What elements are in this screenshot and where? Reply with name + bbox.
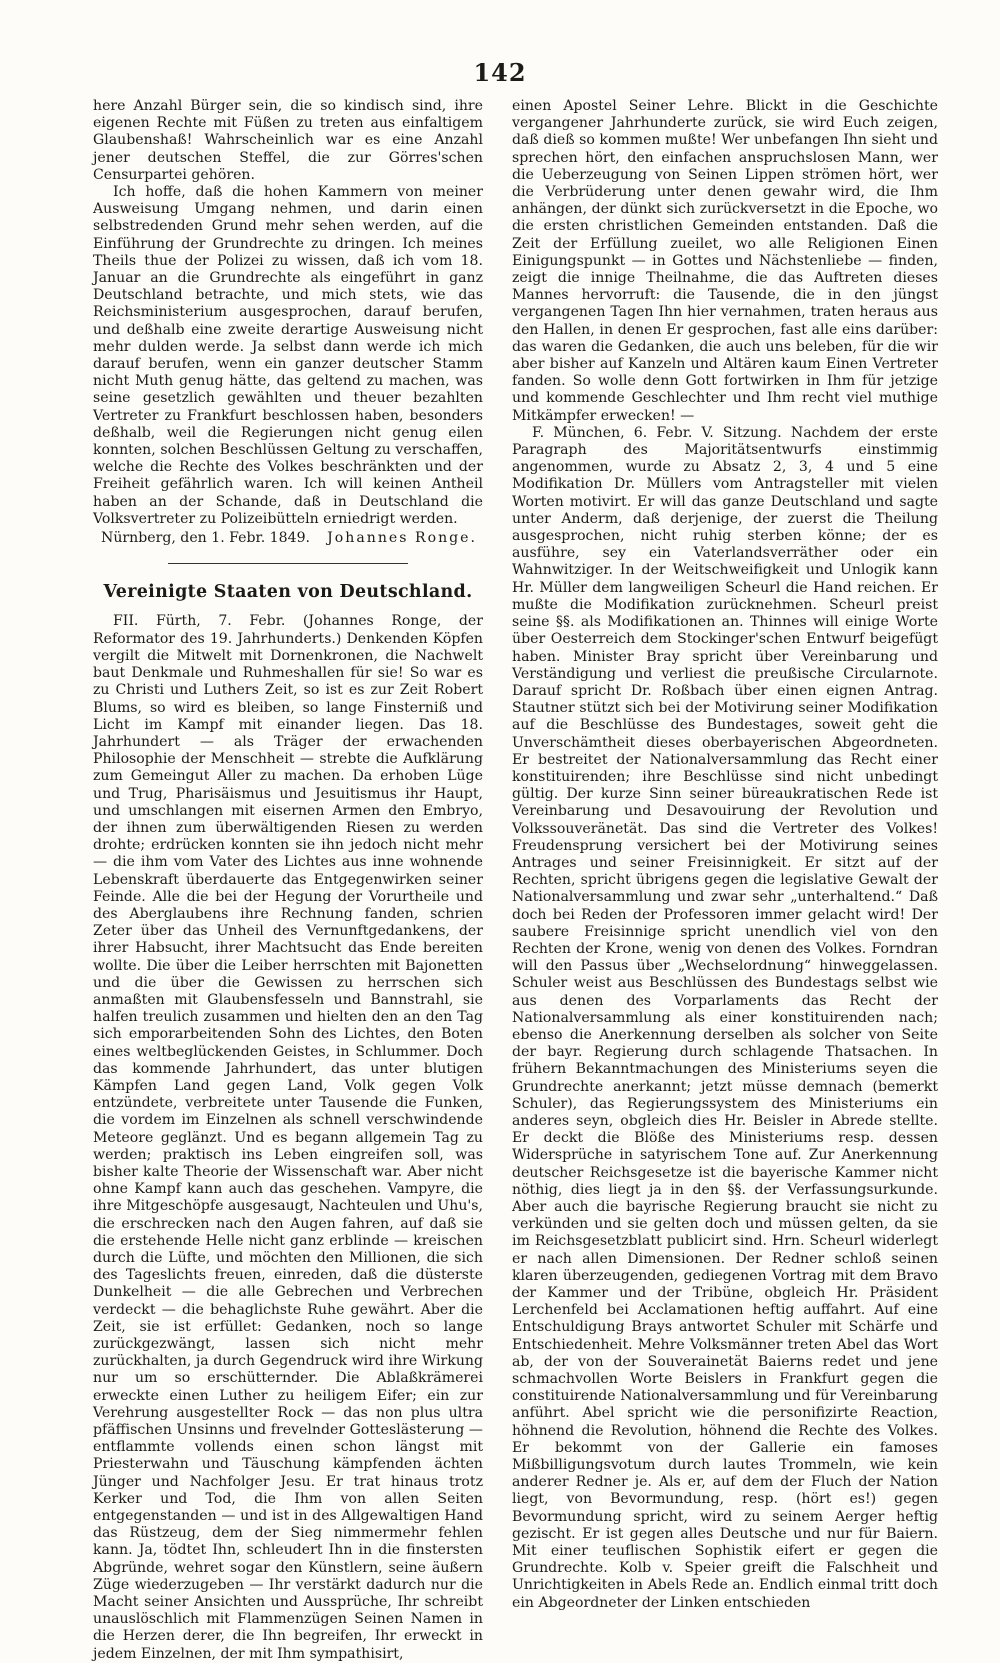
right-paragraph-continuation: einen Apostel Seiner Lehre. Blickt in die Geschichte vergangener Jahrhunderte zurück, sie wird Euch zeigen, daß dieß so kommen mußte! Wer unbefangen Ihn sieht und sprechen hört, den einfachen anspruchslosen Mann, wer die Ueberzeugung von Seinen Lippen strömen hört, wer die Verbrüderung unter denen gewahr wird, die Ihm anhängen, der dünkt sich zurückversetzt in die Epoche, wo die ersten christlichen Gemeinden entstanden. Daß die Zeit der Erfüllung zueilet, wo alle Religionen Einen Einigungspunkt — in Gottes und Nächstenliebe — finden, zeigt die innige Theilnahme, die das Auftreten dieses Mannes hervorruft: die Tausende, die in den jüngst vergangenen Tagen Ihn hier vernahmen, traten heraus aus den Hallen, in denen Er gesprochen, fast alle eins darüber: das waren die Gedanken, die auch uns beleben, für die wir aber bisher auf Kanzeln und Altären kaum Einen Vertreter fanden. So wolle denn Gott fortwirken in Ihm für jetzige und kommende Geschlechter und Ihm recht viel muthige Mitkämpfer erwecken! — [512, 98, 938, 424]
right-paragraph-muenchen: F. München, 6. Febr. V. Sitzung. Nachdem der erste Paragraph des Majoritätsentwurfs einstimmig angenommen, wurde zu Absatz 2, 3, 4 und 5 eine Modifikation Dr. Müllers vom Antragsteller mit vielen Worten motivirt. Er will das ganze Deutschland und sagte unter Anderm, daß derjenige, der zuerst die Theilung ausgesprochen, nicht ruhig sterben könne; der es ausführe, sey ein Vaterlandsverräther oder ein Wahnwitziger. In der Weitschweifigkeit und Unlogik kann Hr. Müller dem langweiligen Scheurl die Hand reichen. Er mußte die Modifikation zurücknehmen. Scheurl preist seine §§. als Modifikationen an. Thinnes will einige Worte über Oesterreich dem Stockinger'schen Entwurf beigefügt haben. Minister Bray spricht über Vereinbarung und Verständigung und verliest die preußische Circularnote. Darauf spricht Dr. Roßbach über einen eignen Antrag. Stautner stützt sich bei der Motivirung seiner Modifikation auf die Beschlüsse des Bundestages, soweit geht die Unverschämtheit dieses oberbayerischen Abgeordneten. Er bestreitet der Nationalversammlung das Recht einer konstituirenden; ihre Beschlüsse sind nicht unbedingt gültig. Der kurze Sinn seiner büreaukratischen Rede ist Vereinbarung und Desavouirung der Revolution und Volkssouveränetät. Das sind die Vertreter des Volkes! Freudensprung versichert bei der Motivirung seines Antrages und seiner Freisinnigkeit. Er sitzt auf der Rechten, spricht übrigens gegen die legislative Gewalt der Nationalversammlung und zwar sehr „unterhaltend.“ Daß doch bei Reden der Professoren immer gelacht wird! Der saubere Freisinnige spricht unendlich viel von den Rechten der Krone, wenig von denen des Volkes. Forndran will den Passus über „Wechselordnung“ hinweggelassen. Schuler weist aus Beschlüssen des Bundestags selbst wie aus denen des Vorparlaments das Recht der Nationalversammlung als einer konstituirenden nach; ebenso die Anerkennung derselben als solcher von Seite der bayr. Regierung durch schlagende Thatsachen. In frühern Bekanntmachungen des Ministeriums seyen die Grundrechte anerkannt; jetzt müsse demnach (bemerkt Schuler), das Regierungssystem des Ministeriums ein anderes seyn, obgleich dies Hr. Beisler in Abrede stellte. Er deckt die Blöße des Ministeriums resp. dessen Widersprüche in satyrischem Tone auf. Zur Anerkennung deutscher Reichsgesetze ist die bayerische Kammer nicht nöthig, dies liegt ja in den §§. der Verfassungsurkunde. Aber auch die bayrische Regierung braucht sie nicht zu verkünden und sie gelten doch und müssen gelten, da sie im Reichsgesetzblatt publicirt sind. Hrn. Scheurl widerlegt er nach allen Dimensionen. Der Redner schloß seinen klaren überzeugenden, gediegenen Vortrag mit dem Bravo der Kammer und der Tribüne, obgleich Hr. Präsident Lerchenfeld bei Acclamationen heftig auffahrt. Auf eine Entschuldigung Brays antwortet Schuler mit Schärfe und Entschiedenheit. Mehre Volksmänner treten Abel das Wort ab, der von der Souverainetät Baierns redet und jene schmachvollen Worte Beislers in Frankfurt gegen die constituirende Nationalversammlung und für Vereinbarung anführt. Abel spricht wie die personifizirte Reaction, höhnend die Revolution, höhnend die Rechte des Volkes. Er bekommt von der Gallerie ein famoses Mißbilligungsvotum durch lautes Trommeln, wie kein anderer Redner je. Als er, auf dem der Fluch der Nation liegt, von Bevormundung, resp. (hört es!) gegen Bevormundung spricht, wird zu seinem Aerger heftig gezischt. Er ist gegen alles Deutsche und nur für Baiern. Mit einer teuflischen Sophistik eifert er gegen die Grundrechte. Kolb v. Speier greift die Falschheit und Unrichtigkeiten in Abels Rede an. Endlich einmal tritt doch ein Abgeordneter der Linken entschieden [512, 424, 938, 1611]
dateline: Nürnberg, den 1. Febr. 1849. [101, 530, 311, 547]
left-column [93, 98, 483, 1663]
left-paragraph-ausweisung: Ich hoffe, daß die hohen Kammern von meiner Ausweisung Umgang nehmen, und darin einen selbstredenden Grund mehr sehen werden, auf die Einführung der Grundrechte zu dringen. Ich meines Theils thue der Polizei zu wissen, daß ich vom 18. Januar an die Grundrechte als eingeführt in ganz Deutschland betrachte, und mich stets, wie das Reichsministerium ausgesprochen, darauf berufen, und deßhalb eine zweite derartige Ausweisung nicht mehr dulden werde. Ja selbst dann werde ich mich darauf berufen, wenn ein ganzer deutscher Stamm nicht Muth genug hätte, das geltend zu machen, was seine gesetzlich gewählten und theuer bezahlten Vertreter zu Frankfurt beschlossen haben, besonders deßhalb, weil die Regierungen nicht genug eilen konnten, solchen Beschlüssen Geltung zu verschaffen, welche die Rechte des Volkes beschränkten und der Freiheit gefährlich waren. Ich will keinen Antheil haben an der Schande, daß in Deutschland die Volksvertreter zu Polizeibütteln erniedrigt werden. [93, 184, 483, 527]
right-column [512, 98, 938, 1612]
signature-block [93, 530, 483, 547]
section-divider [168, 563, 408, 564]
left-paragraph-continuation: here Anzahl Bürger sein, die so kindisch sind, ihre eigenen Rechte mit Füßen zu treten aus einfaltigem Glaubenshaß! Wahrscheinlich war es eine Anzahl jener deutschen Steffel, die zur Görres'schen Censurpartei gehören. [93, 98, 483, 183]
left-paragraph-fuerth: FII. Fürth, 7. Febr. (Johannes Ronge, der Reformator des 19. Jahrhunderts.) Denkenden Köpfen vergilt die Mitwelt mit Dornenkronen, die Nachwelt baut Denkmale und Ruhmeshallen für sie! So war es zu Christi und Luthers Zeit, so ist es zur Zeit Robert Blums, so wird es bleiben, so lange Finsterniß und Licht im Kampf mit einander liegen. Das 18. Jahrhundert — als Träger der erwachenden Philosophie der Menschheit — strebte die Aufklärung zum Gemeingut Aller zu machen. Da erhoben Lüge und Trug, Pharisäismus und Jesuitismus ihr Haupt, und umschlangen mit eisernen Armen den Embryo, der ihnen zum überwältigenden Riesen zu werden drohte; erdrücken konnten sie ihn jedoch nicht mehr — die ihm vom Vater des Lichtes aus inne wohnende Lebenskraft überdauerte das Entgegenwirken seiner Feinde. Alle die bei der Hegung der Vorurtheile und des Aberglaubens ihre Rechnung fanden, schrien Zeter über das Unheil des Vernunftgedankens, der ihrer Habsucht, ihrer Machtsucht das Ende bereiten wollte. Die über die Leiber herrschten mit Bajonetten und die über die Gewissen zu herrschen sich anmaßten mit Glaubensfesseln und Bannstrahl, sie halfen treulich zusammen und hielten den an den Tag sich emporarbeitenden Sohn des Lichtes, den Boten eines weltbeglückenden Geistes, in Schlummer. Doch das kommende Jahrhundert, das unter blutigen Kämpfen Land gegen Land, Volk gegen Volk entzündete, verbreitete unter Tausende die Funken, die vordem im Einzelnen als schnell verschwindende Meteore geglänzt. Und es begann allgemein Tag zu werden; praktisch ins Leben eingreifen soll, was bisher kalte Theorie der Wissenschaft war. Aber nicht ohne Kampf kann auch das geschehen. Vampyre, die ihre Mitgeschöpfe ausgesaugt, Nachteulen und Uhu's, die erschrecken nach den Augen fahren, auf daß sie die erstehende Helle nicht ganz erblinde — kreischen durch die Lüfte, und möchten den Millionen, die sich des Tageslichts freuen, einreden, daß die düsterste Dunkelheit — die alle Gebrechen und Verbrechen verdeckt — die behaglichste Ruhe gewährt. Aber die Zeit, sie ist erfüllet: Gedanken, noch so lange zurückgezwängt, lassen sich nicht mehr zurückhalten, ja durch Gegendruck wird ihre Wirkung nur um so erschütternder. Die Ablaßkrämerei erweckte einen Luther zu heiligem Eifer; ein zur Verehrung ausgestellter Rock — das non plus ultra pfäffischen Unsinns und frevelnder Gotteslästerung — entflammte vollends einen schon längst mit Priesterwahn und Täuschung kämpfenden ächten Jünger und Nachfolger Jesu. Er trat hinaus trotz Kerker und Tod, die Ihm von allen Seiten entgegenstanden — und ist in des Allgewaltigen Hand das Rüstzeug, dem der Sieg nimmermehr fehlen kann. Ja, tödtet Ihn, schleudert Ihn in die finstersten Abgründe, wehret sogar den Künstlern, seine äußern Züge wiederzugeben — Ihr verstärkt dadurch nur die Macht seiner Ansichten und Aussprüche, Ihr schreibt unauslöschlich mit Flammenzügen Seinen Namen in die Herzen derer, die Ihn begreifen, Ihr erweckt in jedem Einzelnen, der mit Ihm sympathisirt, [93, 613, 483, 1662]
section-title: Vereinigte Staaten von Deutschland. [103, 582, 473, 603]
author-signature: Johannes Ronge. [327, 530, 477, 547]
page-number: 142 [473, 58, 527, 87]
